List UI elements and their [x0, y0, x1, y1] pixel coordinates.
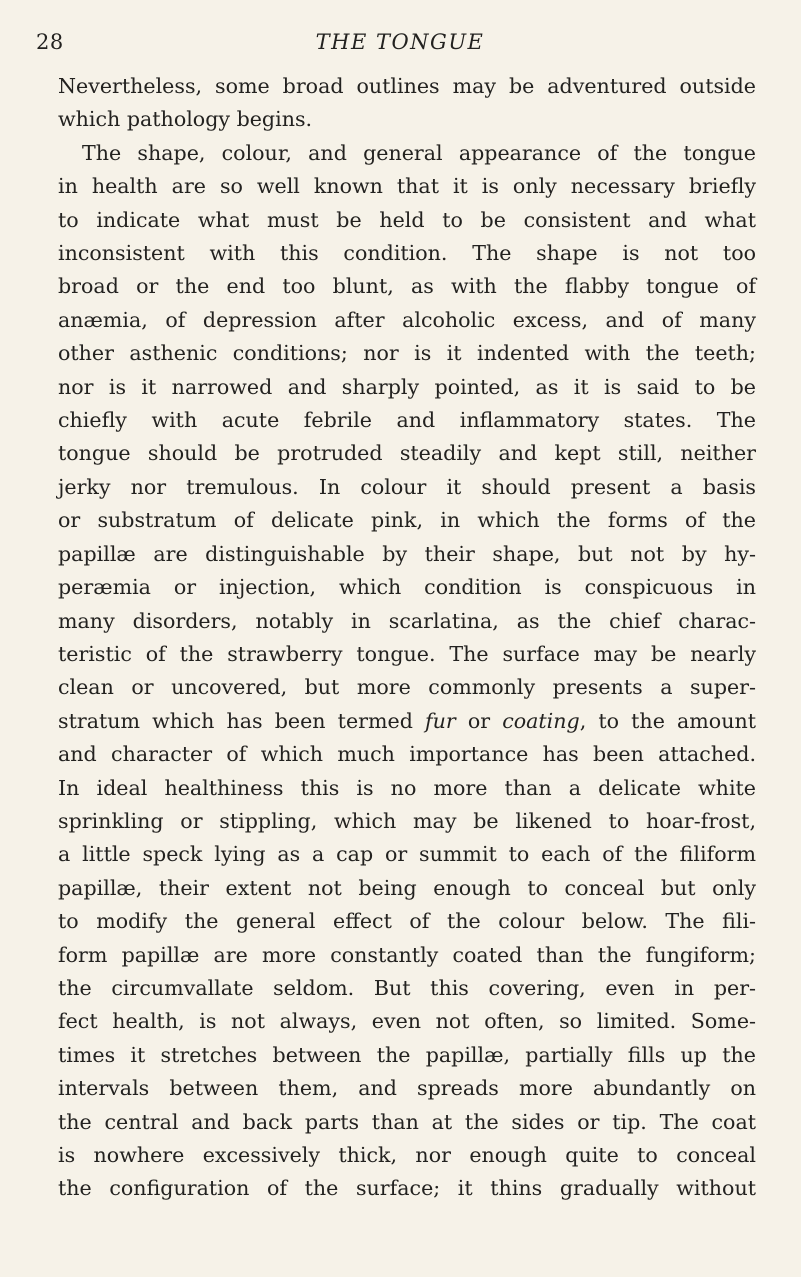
text-line: chiefly with acute febrile and inflammatory states. The [58, 408, 756, 433]
text-line [58, 705, 756, 738]
text-line: broad or the end too blunt, as with the flabby tongue of [58, 274, 756, 299]
text-line: other asthenic conditions; nor is it indented with the teeth; [58, 341, 756, 366]
text-line: In ideal healthiness this is no more than a delicate white [58, 775, 756, 800]
text-line: anæmia, of depression after alcoholic excess, and of many [58, 307, 756, 332]
text-line: inconsistent with this condition. The shape is not too [58, 241, 756, 266]
text-line: many disorders, notably in scarlatina, as the chief charac- [58, 608, 756, 633]
text-segment: , to the amount [579, 708, 756, 733]
text-line: clean or uncovered, but more commonly presents a super- [58, 675, 756, 700]
text-line: a little speck lying as a cap or summit to each of the filiform [58, 842, 756, 867]
text-line: nor is it narrowed and sharply pointed, as it is said to be [58, 374, 756, 399]
italic-term: coating [502, 708, 580, 733]
text-line: to indicate what must be held to be consistent and what [58, 207, 756, 232]
text-line: the circumvallate seldom. But this covering, even in per- [58, 975, 756, 1000]
text-line: times it stretches between the papillæ, partially fills up the [58, 1042, 756, 1067]
text-line: which pathology begins. [58, 107, 313, 132]
text-line: jerky nor tremulous. In colour it should present a basis [58, 474, 756, 499]
text-line: to modify the general effect of the colour below. The fili- [58, 909, 756, 934]
text-line: peræmia or injection, which condition is conspicuous in [58, 575, 756, 600]
text-line: tongue should be protruded steadily and kept still, neither [58, 441, 756, 466]
text-line: the configuration of the surface; it thins gradually without [58, 1176, 756, 1201]
text-line: papillæ are distinguishable by their shape, but not by hy- [58, 541, 756, 566]
text-line: sprinkling or stippling, which may be likened to hoar-frost, [58, 808, 756, 833]
italic-term: fur [424, 708, 456, 733]
text-line: fect health, is not always, even not often, so limited. Some- [58, 1009, 756, 1034]
text-line: The shape, colour, and general appearance of the tongue [82, 140, 756, 165]
text-line: intervals between them, and spreads more abundantly on [58, 1076, 756, 1101]
text-line: Nevertheless, some broad outlines may be adventured outside [58, 74, 756, 98]
page-number: 28 [36, 30, 64, 54]
running-title: THE TONGUE [315, 30, 485, 54]
text-line: the central and back parts than at the sides or tip. The coat [58, 1109, 756, 1134]
text-line: papillæ, their extent not being enough to conceal but only [58, 875, 756, 900]
running-head [36, 30, 764, 60]
text-line: or substratum of delicate pink, in which the forms of the [58, 508, 756, 533]
text-line: and character of which much importance has been attached. [58, 742, 756, 767]
text-line: is nowhere excessively thick, nor enough quite to conceal [58, 1143, 756, 1167]
text-line: form papillæ are more constantly coated than the fungiform; [58, 942, 756, 967]
text-segment: or [455, 708, 503, 733]
text-line: teristic of the strawberry tongue. The surface may be nearly [58, 641, 756, 666]
body-text [58, 70, 756, 1206]
text-line: in health are so well known that it is only necessary briefly [58, 174, 756, 199]
text-segment: stratum which has been termed [58, 708, 425, 733]
